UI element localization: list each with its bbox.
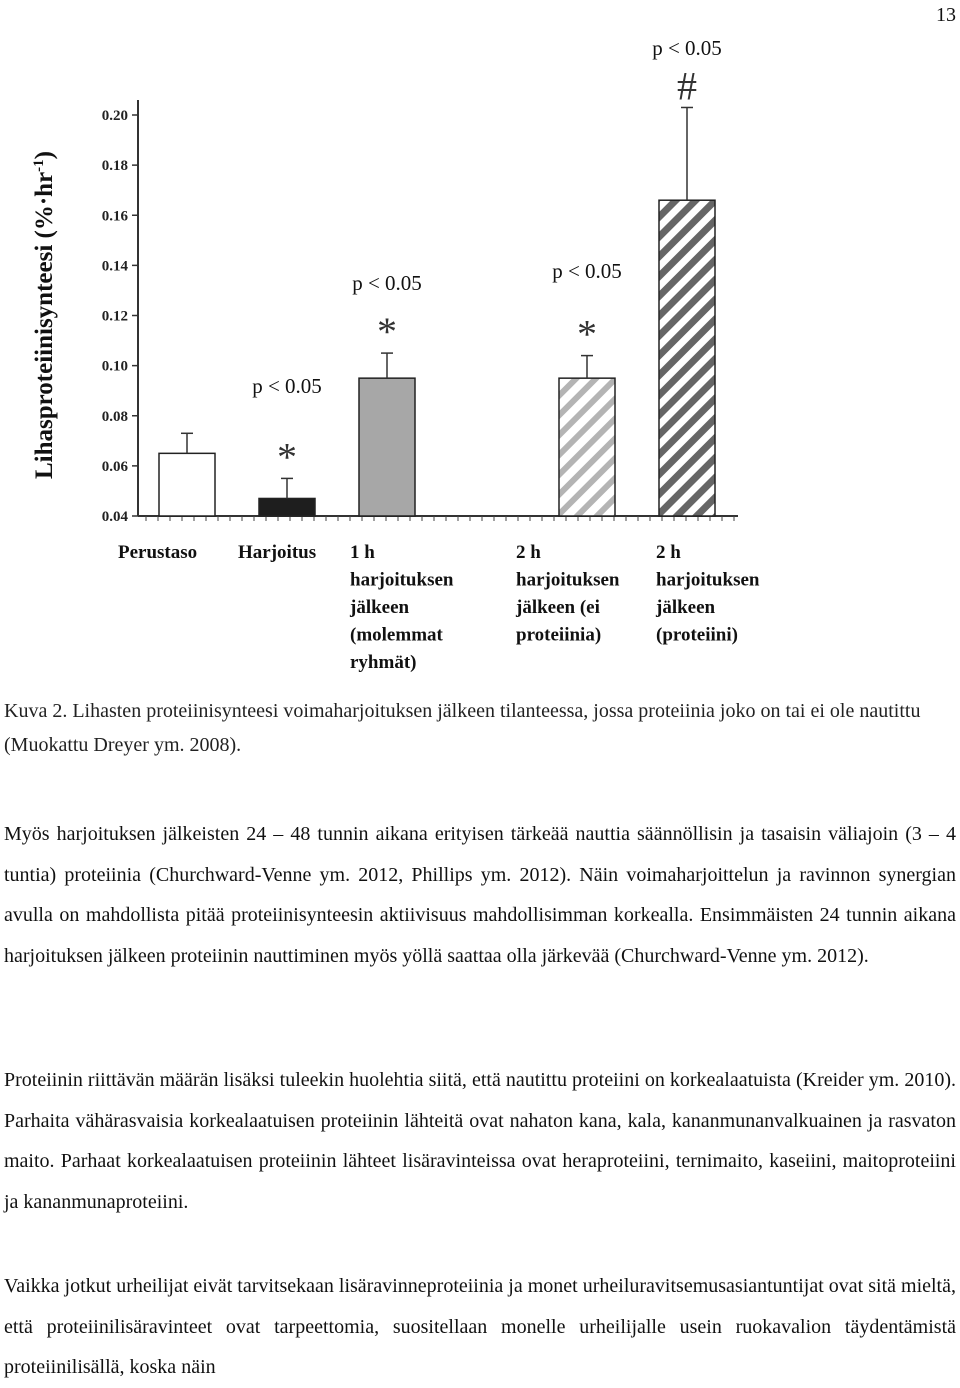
y-tick-label: 0.16 [101,208,128,225]
category-label-line: Harjoitus [238,542,317,563]
category-label-line: Perustaso [118,542,198,563]
category-label-line: jälkeen (ei [516,597,600,618]
category-label-line: ryhmät) [350,652,417,673]
category-labels [118,542,760,673]
bar [159,453,215,516]
y-tick-label: 0.08 [101,408,128,425]
bar [259,498,315,516]
category-label-line: 2 h [516,542,541,563]
page-number: 13 [936,4,956,26]
category-label [118,542,197,563]
category-label-line: proteiinia) [516,624,602,646]
category-label-line: 1 h [350,542,375,563]
paragraph-1: Myös harjoituksen jälkeisten 24 – 48 tunnin aikana erityisen tärkeää nauttia säännöllisin ja tasaisin väliajoin (3 – 4 tuntia) proteiinia (Churchward-Venne ym. 2012, Phillips ym. 2012). Näin voimaharjoittelun ja ravinnon synergian avulla on mahdollista pitää proteiinisynteesin aktiivisuus mahdollisimman korkealla. Ensimmäisten 24 tunnin aikana harjoituksen jälkeen proteiinin nauttiminen myös yöllä saattaa olla järkevää (Churchward-Venne ym. 2012). [4,823,956,967]
bar [659,200,715,516]
p-value-annotation: p < 0.05 [252,374,322,398]
figure-caption: Kuva 2. Lihasten proteiinisynteesi voimaharjoituksen jälkeen tilanteessa, jossa proteiinia joko on tai ei ole nautittu (Muokattu Dreyer ym. 2008). [4,700,921,756]
p-value-annotation: p < 0.05 [352,271,422,295]
protein-synthesis-bar-chart [0,0,960,690]
category-label-line: jälkeen [656,597,716,618]
y-tick-label: 0.06 [101,458,128,475]
category-label-line: harjoituksen [350,569,454,591]
p-value-annotation: p < 0.05 [552,259,622,283]
bars [159,36,722,516]
significance-marker: * [577,311,597,357]
category-label-line: (molemmat [350,624,443,646]
p-value-annotation: p < 0.05 [652,36,722,60]
bar [559,378,615,516]
paragraph-3: Vaikka jotkut urheilijat eivät tarvitsekaan lisäravinneproteiinia ja monet urheiluravitsemusasiantuntijat ovat sitä mieltä, että proteiinilisäravinteet ovat tarpeettomia, suositellaan monelle urheilijalle usein ruokavalion täydentämistä proteiinilisällä, koska näin [4,1275,956,1378]
category-label-line: harjoituksen [656,569,760,591]
y-tick-label: 0.10 [101,358,128,375]
category-label-line: (proteiini) [656,624,738,646]
y-axis-label: Lihasproteiinisynteesi $(\%\cdot hr^{-1})$ [31,150,58,480]
axes [138,100,738,516]
category-label [515,542,620,646]
category-label [238,542,316,563]
category-label-line: harjoituksen [516,569,620,591]
y-tick-label: 0.12 [101,308,128,325]
category-label-line: jälkeen [350,597,410,618]
y-tick-label: 0.14 [101,258,128,275]
category-label [349,542,454,673]
significance-marker: * [277,434,297,480]
y-tick-label: 0.04 [101,509,128,525]
paragraph-2: Proteiinin riittävän määrän lisäksi tuleekin huolehtia siitä, että nautittu proteiini on korkealaatuista (Kreider ym. 2010). Parhaita vähärasvaisia korkealaatuisen proteiinin lähteitä ovat nahaton kana, kala, kananmunanvalkuainen ja rasvaton maito. Parhaat korkealaatuisen proteiinin lähteet lisäravinteissa ovat heraproteiini, ternimaito, kaseiini, maitoproteiini ja kananmunaproteiini. [4,1069,956,1213]
bar [359,378,415,516]
category-label-line: 2 h [656,542,681,563]
significance-marker: * [377,309,397,355]
significance-marker: # [677,63,697,109]
y-tick-label: 0.18 [101,158,128,175]
category-label [655,542,760,646]
y-tick-label: 0.20 [101,108,128,124]
